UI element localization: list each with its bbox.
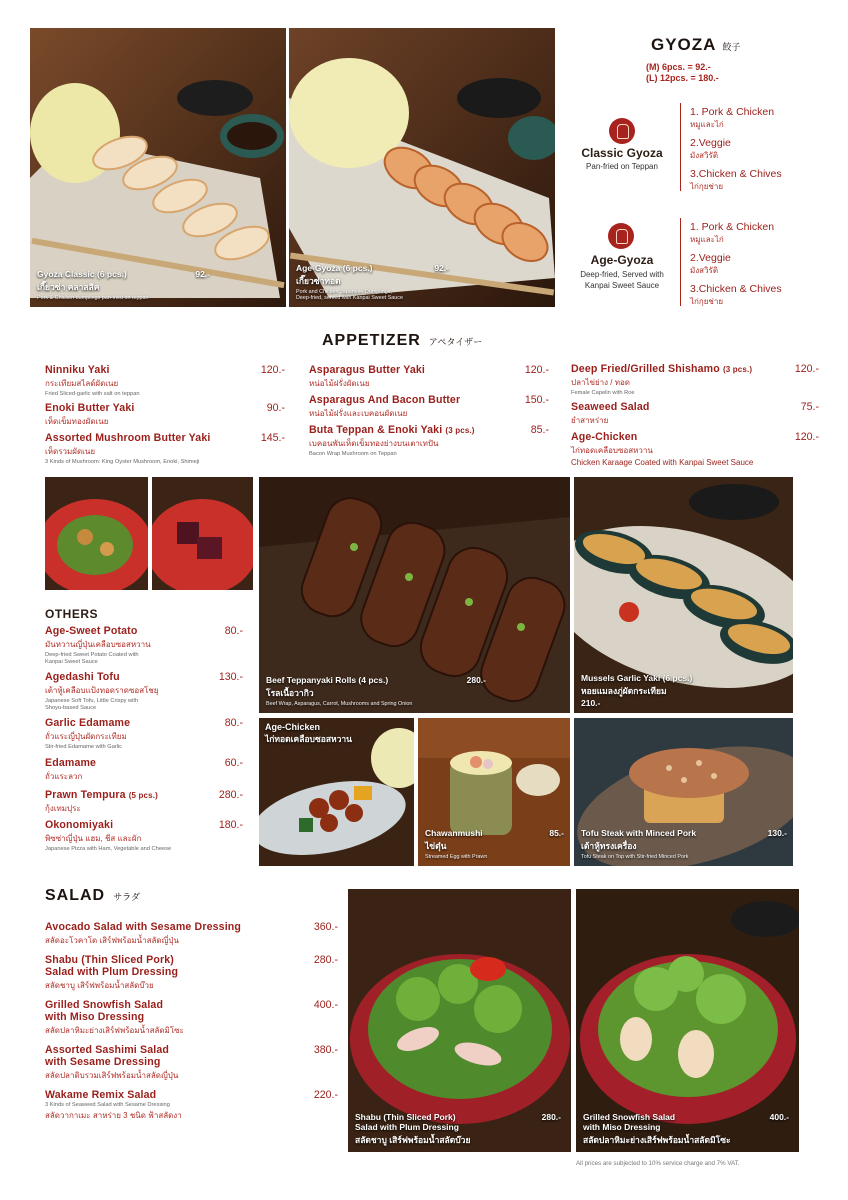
edamame-photo [45,477,148,590]
dish-thai-name: เต้าหู้ทรงเครื่อง [581,841,637,852]
menu-item [571,401,819,427]
dish-thai-name: เกี๊ยวซ่าทอด [296,275,341,286]
item-thai: ปลาไข่ย่าง / ทอด [571,378,630,387]
item-name: Prawn Tempura [45,789,126,801]
gyoza-classic-caption [37,269,280,302]
dish-description: Streamed Egg with Prawn [425,854,488,861]
beef-rolls-photo [259,477,570,713]
dish-name-line2: Salad with Plum Dressing [355,1122,459,1132]
option-thai: มังสวิรัติ [690,151,719,160]
option-label: 2.Veggie [690,137,731,149]
dish-thai-name: ไข่ตุ๋น [425,841,447,852]
item-thai: ยำสาหร่าย [571,416,609,425]
gyoza-classic-illustration [30,28,286,307]
item-name: Age-Sweet Potato [45,625,138,637]
age-gyoza-photo [289,28,555,307]
mussels-photo [574,477,793,713]
chawanmushi-caption [425,828,564,861]
age-gyoza-desc: Kanpai Sweet Sauce [584,281,660,290]
dish-name: Gyoza Classic (6 pcs.) [37,269,127,280]
dish-name: Beef Teppanyaki Rolls (4 pcs.) [266,675,389,686]
beef-rolls-caption [266,675,564,708]
item-thai: สลัดชาบู เสิร์ฟพร้อมน้ำสลัดบ๊วย [45,981,154,990]
item-thai: มันหวานญี่ปุ่นเคลือบซอสหวาน [45,640,151,649]
menu-item [45,364,285,398]
item-name: Okonomiyaki [45,819,114,831]
item-thai: ถั่วแระญี่ปุ่นผัดกระเทียม [45,732,127,741]
menu-item [45,1089,338,1122]
item-price: 380.- [313,1044,338,1056]
appetizer-title-jp: アペタイザー [428,337,483,347]
classic-gyoza-name: Classic Gyoza [581,146,663,160]
option-label: 3.Chicken & Chives [690,168,782,180]
item-desc: Stir-fried Edamame with Garlic [45,744,123,750]
option-thai: มังสวิรัติ [690,266,719,275]
footer-note: All prices are subjected to 10% service charge and 7% VAT. [576,1160,740,1167]
menu-item [571,363,819,397]
menu-item [309,364,549,390]
dish-price: 280.- [541,1112,561,1122]
item-price: 220.- [313,1089,338,1101]
item-thai: ไก่ทอดเคลือบซอสหวาน [571,446,653,455]
age-chicken-label [265,722,352,746]
option-label: 2.Veggie [690,252,731,264]
edamame-illustration [45,477,148,590]
item-thai: เห็ดรวมผัดเนย [45,447,96,456]
option-label: 1. Pork & Chicken [690,106,775,118]
tofu-steak-photo [574,718,793,866]
item-pieces: (3 pcs.) [445,426,475,435]
item-price: 400.- [313,999,338,1011]
option-label: 3.Chicken & Chives [690,283,782,295]
item-name: Deep Fried/Grilled Shishamo [571,363,720,375]
mussels-caption [581,673,787,708]
item-name: Enoki Butter Yaki [45,402,135,414]
item-name: Age-Chicken [571,431,638,443]
option-thai: หมูและไก่ [690,235,724,244]
item-price: 120.- [794,431,819,443]
item-thai: สลัดปลาดิบรวมเสิร์ฟพร้อมน้ำสลัดญี่ปุ่น [45,1071,179,1080]
dish-description: Deep-fried, served with Kanpai Sweet Sauce [296,295,403,302]
salad-title-jp: サラダ [113,892,141,902]
item-price: 280.- [313,954,338,966]
item-desc: Kanpai Sweet Sauce [45,659,98,666]
item-name-line2: with Miso Dressing [45,1011,145,1023]
item-desc: 3 Kinds of Mushroom: King Oyster Mushroom, Enoki, Shimeji [45,459,200,465]
dish-price: 130.- [767,828,787,839]
classic-gyoza-icon [609,118,635,144]
dish-thai-name: เกี๊ยวซ่า คลาสสิค [37,282,100,293]
item-name-line2: with Sesame Dressing [45,1056,161,1068]
menu-item [45,671,243,713]
shabu-salad-caption [355,1112,565,1147]
item-price: 85.- [530,424,549,436]
age-chicken-photo [259,718,414,866]
item-price: 75.- [800,401,819,413]
item-price: 120.- [794,363,819,375]
item-name: Shabu (Thin Sliced Pork) [45,954,174,966]
item-pieces: (5 pcs.) [128,791,158,800]
item-name: Edamame [45,757,97,769]
option-label: 1. Pork & Chicken [690,221,775,233]
item-name: Assorted Sashimi Salad [45,1044,169,1056]
item-price: 130.- [218,671,243,683]
dish-description: Pork & Chicken dumplings pan-fried on teppan [37,295,149,302]
menu-item [309,394,549,420]
item-name: Asparagus And Bacon Butter [309,394,461,406]
item-name: Grilled Snowfish Salad [45,999,164,1011]
age-gyoza-options [690,221,782,314]
dish-thai-name: สลัดปลาหิมะย่างเสิร์ฟพร้อมน้ำสลัดมิโซะ [583,1135,731,1145]
dish-name: Age-Chicken [265,722,321,732]
appetizer-title [322,332,482,350]
dish-name-line2: with Miso Dressing [583,1122,661,1132]
item-desc: 3 Kinds of Seaweed Salad with Sesame Dressing [45,1102,170,1108]
snowfish-salad-caption [583,1112,793,1147]
item-thai: เห็ดเข็มทองผัดเนย [45,417,109,426]
gyoza-classic-photo [30,28,286,307]
menu-item [45,757,243,783]
dish-name: Mussels Garlic Yaki (6 pcs.) [581,673,693,683]
menu-item [45,402,285,428]
item-desc: Japanese Soft Tofu, Little Crispy with [45,698,139,704]
classic-gyoza-options [690,106,782,199]
menu-item [45,625,243,667]
item-pieces: (3 pcs.) [722,365,753,374]
dish-description: Beef Wrap, Asparagus, Carrot, Mushrooms and Spring Onion [266,701,413,708]
gyoza-title-jp: 餃子 [722,42,741,52]
item-thai: สลัดวากาเมะ สาหร่าย 3 ชนิด ฟ้าสลัดงา [45,1111,182,1121]
item-price: 280.- [218,789,243,801]
dish-name: Tofu Steak with Minced Pork [581,828,697,839]
item-thai: สลัดปลาหิมะย่างเสิร์ฟพร้อมน้ำสลัดมิโซะ [45,1026,184,1035]
shabu-salad-photo [348,889,571,1152]
item-thai: หน่อไม้ฝรั่งผัดเนย [309,379,370,388]
age-gyoza-icon [608,223,634,249]
menu-item [45,954,338,992]
dish-description: Pork and Chicken Japanese Dumplings, [296,288,392,295]
item-desc: Chicken Karaage Coated with Kanpai Sweet Sauce [571,458,754,467]
dish-price: 92.- [434,262,449,273]
item-name: Seaweed Salad [571,401,650,413]
snowfish-salad-photo [576,889,799,1152]
item-desc: Shoyu-based Sauce [45,705,97,712]
menu-item [45,717,243,751]
item-thai: ถั่วแระลวก [45,772,83,781]
dish-thai-name: โรลเนื้อวากิว [266,688,314,699]
item-desc: Bacon Wrap Mushroom on Teppan [309,451,397,457]
item-thai: กุ้งเทมปุระ [45,804,81,813]
item-thai: สลัดอะโวคาโด เสิร์ฟพร้อมน้ำสลัดญี่ปุ่น [45,936,179,945]
dish-thai-name: สลัดชาบู เสิร์ฟพร้อมน้ำสลัดบ๊วย [355,1135,471,1145]
item-price: 90.- [266,402,285,414]
item-name: Buta Teppan & Enoki Yaki [309,424,443,436]
dish-price: 280.- [466,675,486,686]
menu-item [45,999,338,1037]
option-thai: ไก่กุยช่าย [690,297,724,306]
menu-item [45,921,338,947]
menu-item [571,431,819,468]
item-price: 80.- [224,717,243,729]
menu-item [45,789,243,815]
dish-description: Tofu Steak on Top with Stir-fried Minced Pork [581,854,689,861]
item-desc: Deep-fried Sweet Potato Coated with [45,652,139,658]
dish-price: 210.- [581,698,601,708]
gyoza-title [651,35,740,55]
dish-name: Chawanmushi [425,828,483,839]
item-price: 145.- [260,432,285,444]
item-desc: Fried Sliced-garlic with salt on teppan [45,391,140,397]
item-name: Assorted Mushroom Butter Yaki [45,432,211,444]
classic-gyoza-desc: Pan-fried on Teppan [586,162,658,171]
beet-photo [152,477,253,590]
salad-title [45,887,140,905]
dish-price: 92.- [195,269,210,280]
age-gyoza-caption [296,263,549,303]
item-name: Wakame Remix Salad [45,1089,157,1101]
gyoza-title-text: GYOZA [651,35,717,54]
item-name: Asparagus Butter Yaki [309,364,425,376]
gyoza-price-l: (L) 12pcs. = 180.- [646,73,719,83]
dish-name: Shabu (Thin Sliced Pork) [355,1112,456,1122]
dish-name: Age-Gyoza (6 pcs.) [296,262,373,273]
item-thai: หน่อไม้ฝรั่งและเบคอนผัดเนย [309,409,408,418]
dish-price: 400.- [769,1112,789,1122]
dish-price: 85.- [549,828,564,839]
item-name: Garlic Edamame [45,717,131,729]
chawanmushi-photo [418,718,570,866]
age-gyoza-name: Age-Gyoza [590,253,654,267]
age-gyoza-desc: Deep-fried, Served with [580,270,664,279]
salad-title-text: SALAD [45,887,106,904]
item-price: 80.- [224,625,243,637]
age-divider [680,218,681,306]
item-name: Ninniku Yaki [45,364,110,376]
item-price: 120.- [260,364,285,376]
menu-item [45,819,243,853]
item-price: 360.- [313,921,338,933]
tofu-steak-caption [581,828,787,861]
appetizer-title-text: APPETIZER [322,332,421,349]
menu-item [45,432,285,466]
item-price: 60.- [224,757,243,769]
option-thai: หมูและไก่ [690,120,724,129]
item-price: 180.- [218,819,243,831]
beet-illustration [152,477,253,590]
item-thai: กระเทียมสไลด์ผัดเนย [45,379,119,388]
classic-divider [680,103,681,191]
option-thai: ไก่กุยช่าย [690,182,724,191]
others-title: OTHERS [45,607,99,621]
item-desc: Female Capelin with Roe [571,390,635,396]
item-price: 120.- [524,364,549,376]
gyoza-price-m: (M) 6pcs. = 92.- [646,62,711,72]
item-thai: เบคอนพันเห็ดเข็มทองย่างบนเตาเทปัน [309,439,439,448]
item-price: 150.- [524,394,549,406]
menu-item [45,1044,338,1082]
item-name-line2: Salad with Plum Dressing [45,966,179,978]
dish-thai-name: ไก่ทอดเคลือบซอสหวาน [265,734,352,744]
item-desc: Japanese Pizza with Ham, Vegetable and Cheese [45,846,172,852]
menu-item [309,424,549,458]
item-thai: เต้าหู้เคลือบแป้งทอดราดซอสโชยุ [45,686,159,695]
item-name: Avocado Salad with Sesame Dressing [45,921,242,933]
item-thai: พิซซ่าญี่ปุ่น แฮม, ชีส และผัก [45,834,142,843]
dish-thai-name: หอยแมลงภู่ผัดกระเทียม [581,686,667,696]
dish-name: Grilled Snowfish Salad [583,1112,676,1122]
item-name: Agedashi Tofu [45,671,120,683]
